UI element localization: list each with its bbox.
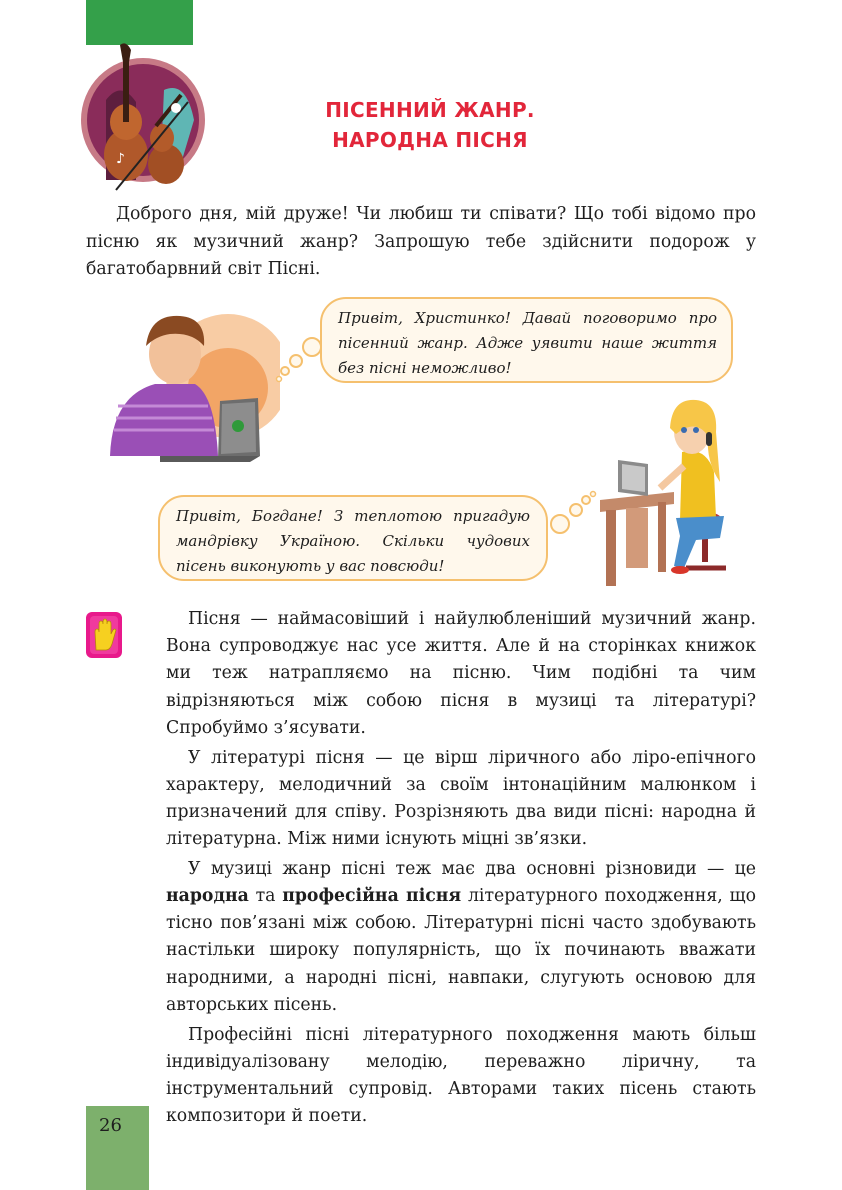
title-line-2: НАРОДНА ПІСНЯ — [332, 128, 528, 152]
title-line-1: ПІСЕННИЙ ЖАНР. — [325, 98, 535, 122]
girl-thought-dots-icon — [548, 490, 598, 535]
boy-with-laptop-illustration — [100, 306, 280, 464]
paragraph-3 — [166, 856, 756, 1019]
paragraph-1: Пісня — наймасовіший і найулюбленіший музичний жанр. Вона супроводжує нас усе життя. Але й на сторінках книжок ми теж натрапляємо на пісню. Чим подібні та чим відрізняються між собою пісня в музиці та літературі? Спробуймо з’ясувати. — [166, 609, 756, 738]
boy-thought-dots-icon — [274, 335, 324, 385]
term-professional-song: професійна пісня — [282, 886, 462, 907]
paragraph-2: У літературі пісня — це вірш ліричного або ліро-епічного характеру, мелодичний за своїм інтонаційним малюнком і призначений для співу. Розрізняють два види пісні: народна й літературна. Між ними існують міцні зв’язки. — [166, 747, 756, 850]
violin-emblem-icon — [76, 40, 210, 196]
paragraph-3-part-c: літературного походження, що тісно пов’язані між собою. Літературні пісні часто здобувають настільки широку популярність, що їх починають вважати народними, а народні пісні, навпаки, слугують основою для авторських пісень. — [166, 886, 756, 1015]
page-number: 26 — [99, 1115, 122, 1136]
intro-paragraph — [86, 201, 756, 284]
svg-text:♪: ♪ — [116, 151, 125, 167]
intro-text: Доброго дня, мій друже! Чи любиш ти співати? Що тобі відомо про пісню як музичний жанр? Запрошую тебе здійснити подорож у багатобарвний світ Пісні. — [86, 204, 756, 279]
page-title — [240, 95, 620, 155]
boy-speech-text: Привіт, Христинко! Давай поговоримо про пісенний жанр. Адже уявити наше життя без пісні неможливо! — [338, 309, 717, 377]
term-folk: народна — [166, 886, 249, 907]
paragraph-3-part-b: та — [248, 886, 283, 907]
paragraph-4: Професійні пісні літературного походження мають більш індивідуалізовану мелодію, переважно ліричну, та інструментальний супровід. Авторами таких пісень стають композитори й поети. — [166, 1024, 756, 1127]
stop-hand-icon — [86, 612, 122, 658]
paragraph-3-part-a: У музиці жанр пісні теж має два основні різновиди — це — [188, 858, 756, 879]
boy-speech-bubble — [320, 297, 733, 383]
main-text — [166, 606, 756, 1133]
girl-at-computer-illustration — [596, 392, 756, 592]
girl-speech-text: Привіт, Богдане! З теплотою пригадую мандрівку Україною. Скільки чудових пісень виконують у вас повсюди! — [176, 507, 530, 575]
top-color-bar — [86, 0, 193, 45]
girl-speech-bubble — [158, 495, 548, 581]
